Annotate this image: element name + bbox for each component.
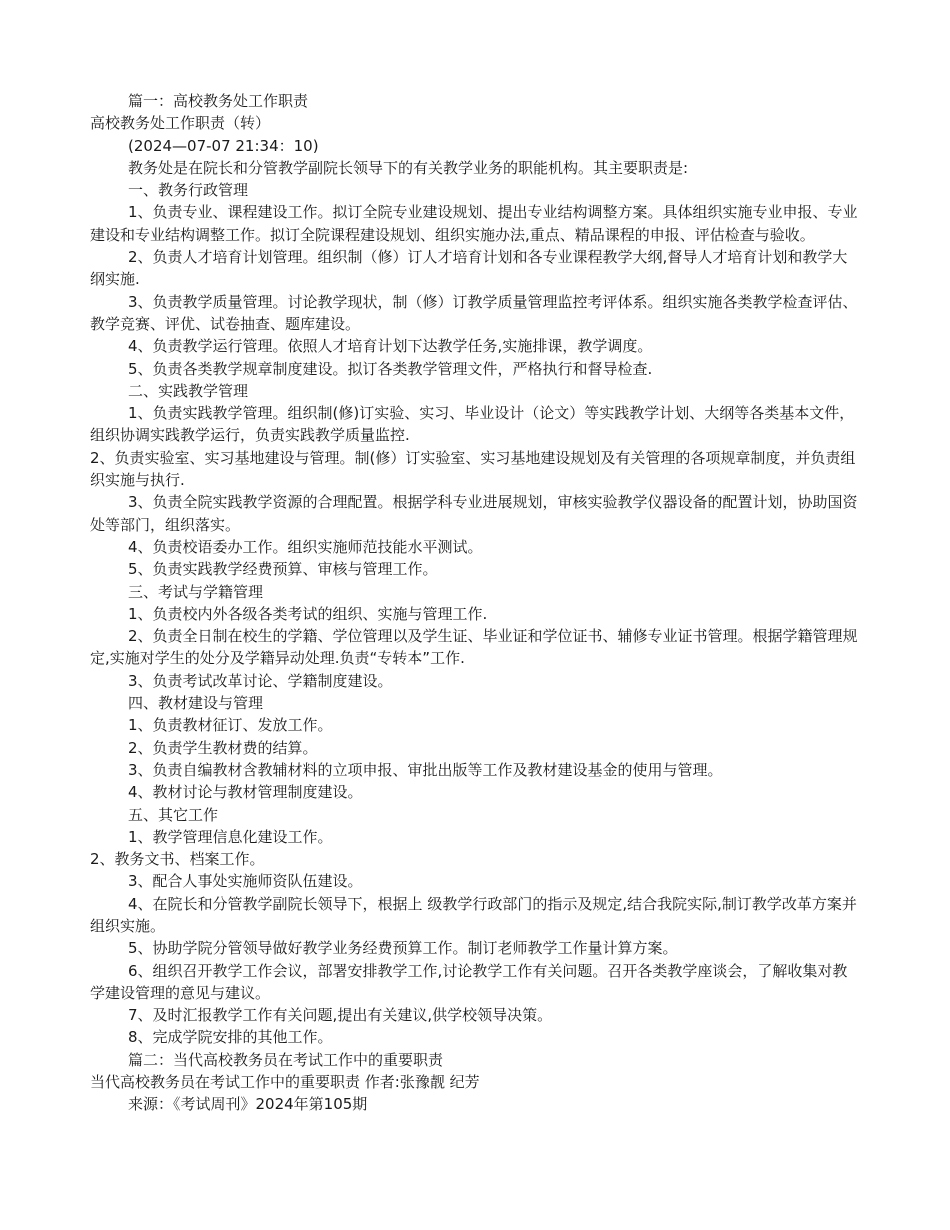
text-line: 篇二：当代高校教务员在考试工作中的重要职责 [128,1050,444,1069]
text-line: 二、实践教学管理 [128,381,249,400]
text-line: 4、教材讨论与教材管理制度建设。 [128,783,363,802]
text-line: 3、负责教学质量管理。讨论教学现状，制（修）订教学质量管理监控考评体系。组织实施各类教学检查评估、教学竞赛、评优、试卷抽查、题库建设。 [90,292,858,333]
text-line: 8、完成学院安排的其他工作。 [128,1028,333,1047]
text-line: 2、负责实验室、实习基地建设与管理。制(修）订实验室、实习基地建设规划及有关管理的各项规章制度，并负责组织实施与执行. [90,448,856,490]
text-line: 当代高校教务员在考试工作中的重要职责 作者:张豫靓 纪芳 [90,1073,480,1092]
text-line: 四、教材建设与管理 [128,694,264,713]
text-line: 1、负责专业、课程建设工作。拟订全院专业建设规划、提出专业结构调整方案。具体组织实施专业申报、专业建设和专业结构调整工作。拟订全院课程建设规划、组织实施办法,重点、精品课程的申报、评估检查与验收。 [90,203,858,244]
text-line: 高校教务处工作职责（转） [90,114,271,133]
text-line: 4、负责教学运行管理。依照人才培育计划下达教学任务,实施排课，教学调度。 [128,337,653,356]
text-line: 5、负责实践教学经费预算、审核与管理工作。 [128,560,438,579]
text-line: 3、负责考试改革讨论、学籍制度建设。 [128,671,393,690]
text-line: 4、在院长和分管教学副院长领导下，根据上 级教学行政部门的指示及规定,结合我院实际,制订教学改革方案并组织实施。 [90,894,857,935]
text-line: 2、负责人才培育计划管理。组织制（修）订人才培育计划和各专业课程教学大纲,督导人才培育计划和教学大纲实施. [90,248,848,289]
text-line: 2、教务文书、档案工作。 [90,850,265,869]
text-line: 1、负责校内外各级各类考试的组织、实施与管理工作. [128,604,488,623]
text-line: 3、负责自编教材含教辅材料的立项申报、审批出版等工作及教材建设基金的使用与管理。 [128,760,723,779]
text-line: 7、及时汇报教学工作有关问题,提出有关建议,供学校领导决策。 [128,1006,553,1025]
text-line: 6、组织召开教学工作会议，部署安排教学工作,讨论教学工作有关问题。召开各类教学座谈会，了解收集对教学建设管理的意见与建议。 [90,961,848,1002]
text-line: 来源：《考试周刊》2024年第105期 [128,1095,368,1114]
text-line: 一、教务行政管理 [128,181,249,200]
text-line: (2024—07-07 21:34：10) [128,136,319,155]
text-line: 篇一：高校教务处工作职责 [128,92,309,110]
text-line: 五、其它工作 [128,805,219,824]
text-line: 教务处是在院长和分管教学副院长领导下的有关教学业务的职能机构。其主要职责是: [128,158,689,177]
text-line: 3、负责全院实践教学资源的合理配置。根据学科专业进展规划，审核实验教学仪器设备的配置计划，协助国资处等部门，组织落实。 [90,493,858,534]
text-line: 1、负责实践教学管理。组织制(修)订实验、实习、毕业设计（论文）等实践教学计划、大纲等各类基本文件，组织协调实践教学运行，负责实践教学质量监控. [90,404,855,445]
text-line: 1、教学管理信息化建设工作。 [128,827,333,846]
text-line: 1、负责教材征订、发放工作。 [128,716,333,735]
text-line: 3、配合人事处实施师资队伍建设。 [128,872,363,891]
text-line: 5、负责各类教学规章制度建设。拟订各类教学管理文件，严格执行和督导检查. [128,359,653,378]
text-line: 2、负责全日制在校生的学籍、学位管理以及学生证、毕业证和学位证书、辅修专业证书管理。根据学籍管理规定,实施对学生的处分及学籍异动处理.负责“专转本”工作. [90,627,858,668]
document-body [90,90,860,1116]
text-line: 5、协助学院分管领导做好教学业务经费预算工作。制订老师教学工作量计算方案。 [128,939,678,958]
text-line: 4、负责校语委办工作。组织实施师范技能水平测试。 [128,537,483,556]
text-line: 三、考试与学籍管理 [128,582,264,601]
text-line: 2、负责学生教材费的结算。 [128,738,318,757]
